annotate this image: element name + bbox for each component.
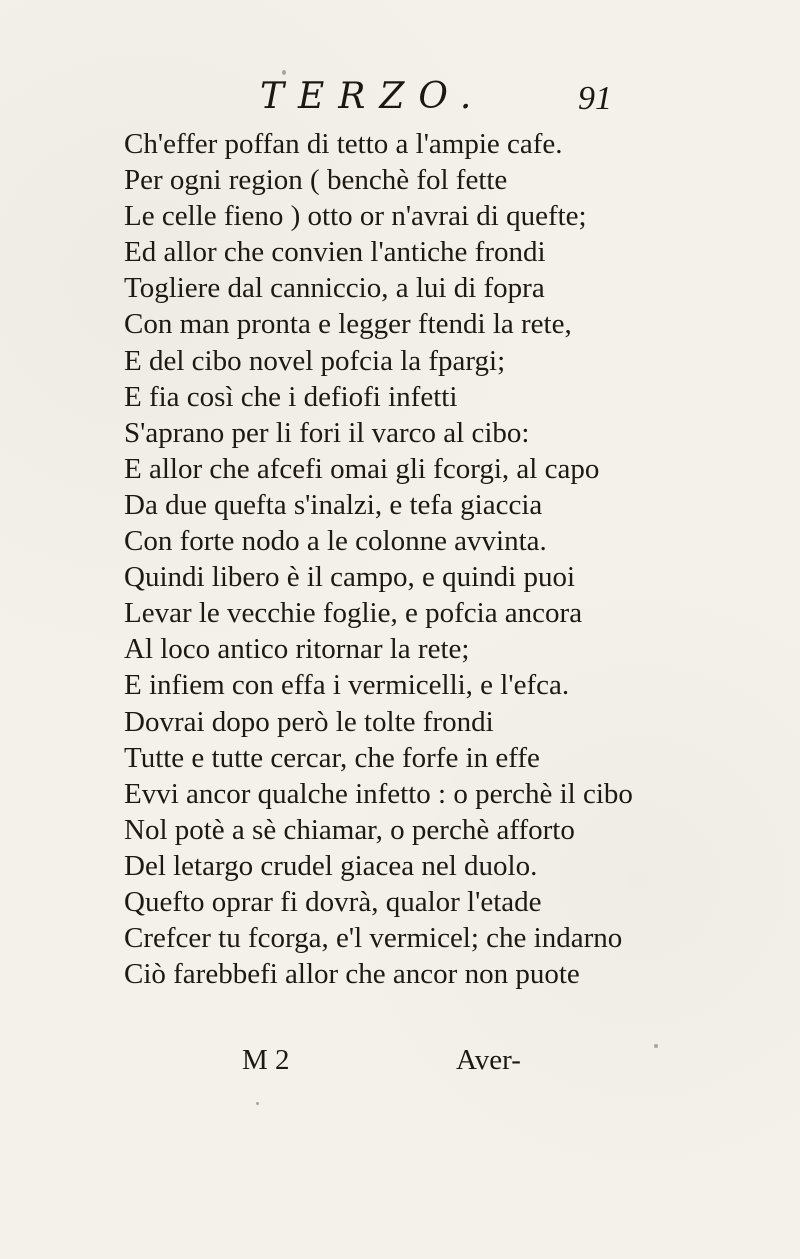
verse-line: E del cibo novel pofcia la fpargi;	[124, 344, 506, 377]
ink-speck	[256, 1102, 259, 1105]
verse-line: Ed allor che convien l'antiche frondi	[124, 236, 546, 269]
verse-line: E infiem con effa i vermicelli, e l'efca.	[124, 669, 570, 702]
page-number: 91	[578, 80, 612, 117]
verse-line: Nol potè a sè chiamar, o perchè afforto	[124, 813, 575, 846]
verse-line: Tutte e tutte cercar, che forfe in effe	[124, 741, 540, 774]
verse-line: Togliere dal canniccio, a lui di fopra	[124, 272, 545, 305]
verse-line: Da due quefta s'inalzi, e tefa giaccia	[124, 488, 543, 521]
verse-line: Evvi ancor qualche infetto : o perchè il cibo	[124, 777, 633, 810]
verse-line: Dovrai dopo però le tolte frondi	[124, 705, 494, 738]
ink-speck	[282, 70, 286, 75]
verse-line: Quindi libero è il campo, e quindi puoi	[124, 561, 576, 594]
catchword: Aver-	[456, 1044, 521, 1076]
verse-line: S'aprano per li fori il varco al cibo:	[124, 416, 530, 449]
verse-line: E fia così che i defiofi infetti	[124, 380, 458, 413]
verse-line: Ch'effer poffan di tetto a l'ampie cafe.	[124, 128, 563, 160]
verse-line: Al loco antico ritornar la rete;	[124, 633, 470, 666]
verse-line: E allor che afcefi omai gli fcorgi, al capo	[124, 452, 600, 485]
verse-line: Con man pronta e legger ftendi la rete,	[124, 308, 572, 341]
verse-line: Con forte nodo a le colonne avvinta.	[124, 525, 547, 558]
signature-mark: M 2	[242, 1044, 290, 1076]
verse-block	[124, 126, 684, 992]
ink-speck	[654, 1044, 658, 1048]
verse-line: Ciò farebbefi allor che ancor non puote	[124, 958, 580, 991]
verse-line: Quefto oprar fi dovrà, qualor l'etade	[124, 885, 542, 918]
verse-line: Del letargo crudel giacea nel duolo.	[124, 849, 538, 882]
verse-line: Crefcer tu fcorga, e'l vermicel; che indarno	[124, 922, 623, 955]
verse-line: Le celle fieno ) otto or n'avrai di quefte;	[124, 200, 587, 233]
verse-line: Per ogni region ( benchè fol fette	[124, 164, 508, 197]
running-title: TERZO.	[260, 76, 486, 117]
verse-line: Levar le vecchie foglie, e pofcia ancora	[124, 597, 583, 630]
